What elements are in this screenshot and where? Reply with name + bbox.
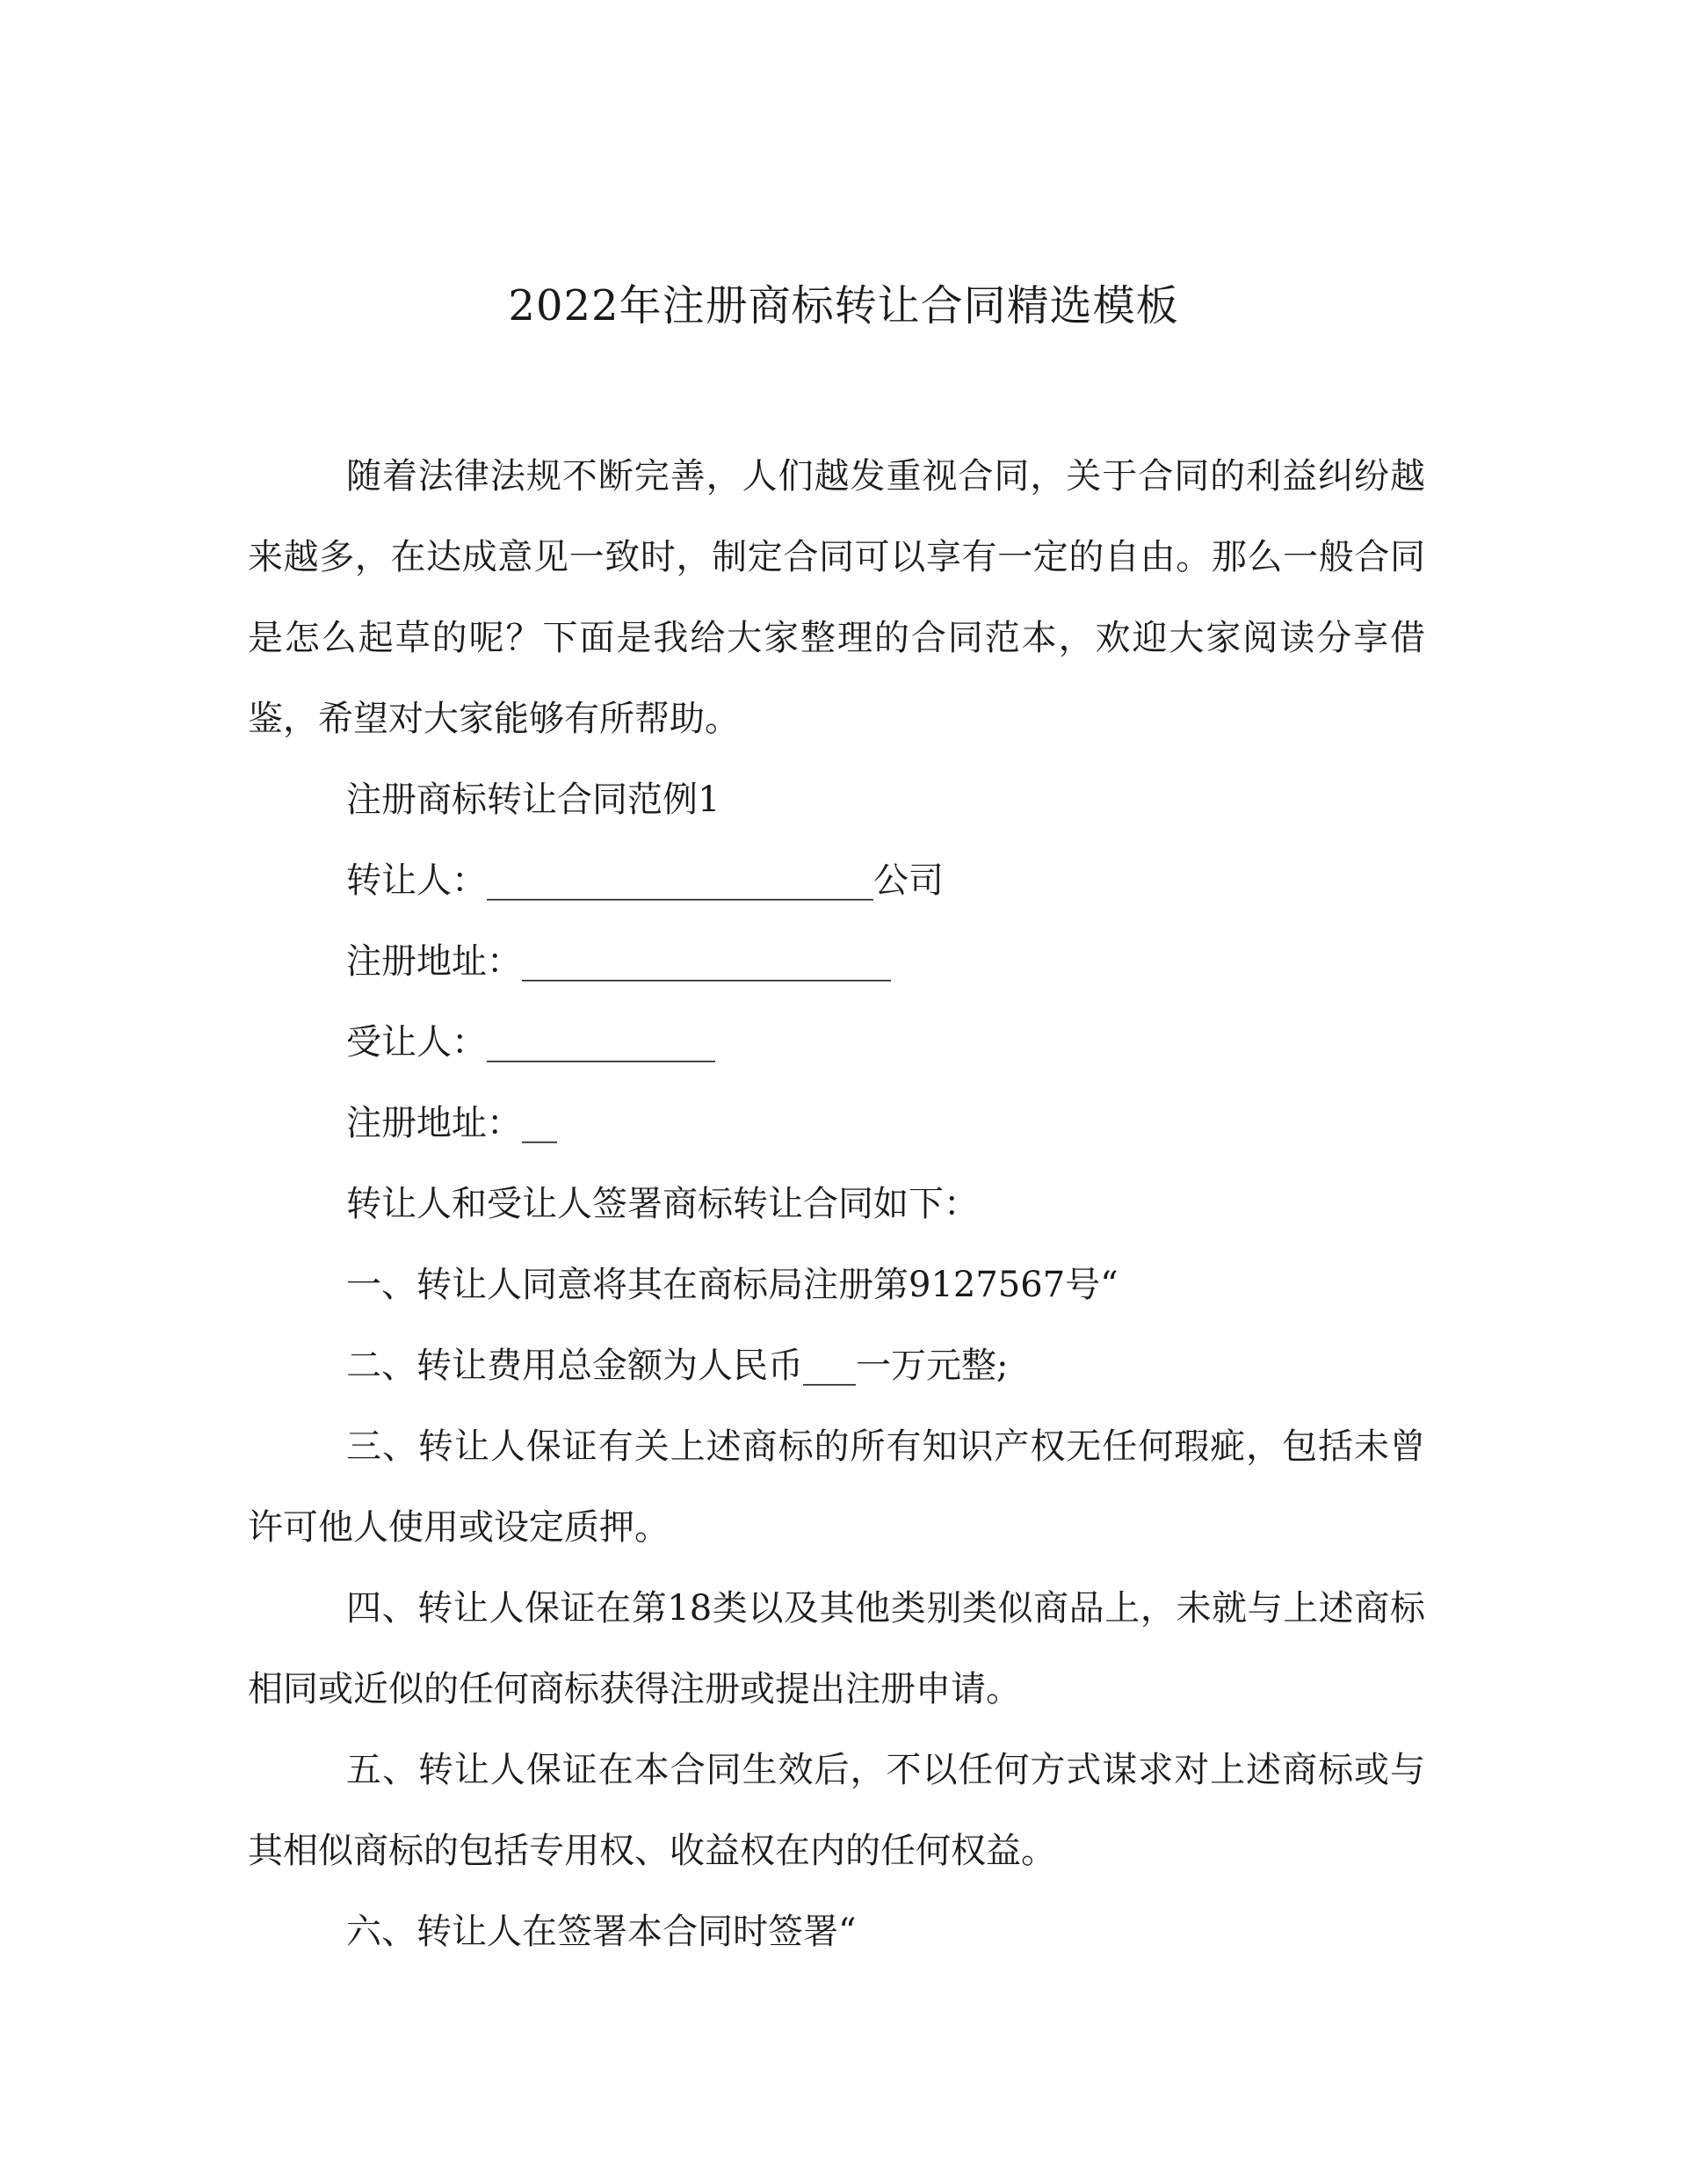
clause-2: 二、转让费用总金额为人民币___一万元整; [346,1346,1009,1386]
transferor-field: 转让人：______________________公司 [346,860,944,901]
clause-1: 一、转让人同意将其在商标局注册第9127567号“ [346,1265,1119,1305]
intro-paragraph: 随着法律法规不断完善，人们越发重视合同，关于合同的利益纠纷越来越多，在达成意见一致时，制定合同可以享有一定的自由。那么一般合同是怎么起草的呢？下面是我给大家整理的合同范本，欢迎大家阅读分享借鉴，希望对大家能够有所帮助。 [248,456,1425,739]
transferor-address-field: 注册地址：_____________________ [346,941,891,982]
clause-5: 五、转让人保证在本合同生效后，不以任何方式谋求对上述商标或与其相似商标的包括专用权、收益权在内的任何权益。 [248,1750,1425,1871]
document-title: 2022年注册商标转让合同精选模板 [508,281,1179,330]
example-heading: 注册商标转让合同范例1 [346,780,720,820]
clause-4: 四、转让人保证在第18类以及其他类别类似商品上，未就与上述商标相同或近似的任何商标获得注册或提出注册申请。 [248,1588,1425,1709]
clause-3: 三、转让人保证有关上述商标的所有知识产权无任何瑕疵，包括未曾许可他人使用或设定质押。 [248,1426,1425,1548]
document-body [248,436,1425,1972]
clause-6: 六、转让人在签署本合同时签署“ [346,1912,857,1952]
transferee-field: 受让人：_____________ [346,1022,715,1063]
transferee-address-field: 注册地址：__ [346,1103,557,1143]
agreement-statement: 转让人和受让人签署商标转让合同如下： [346,1184,979,1224]
